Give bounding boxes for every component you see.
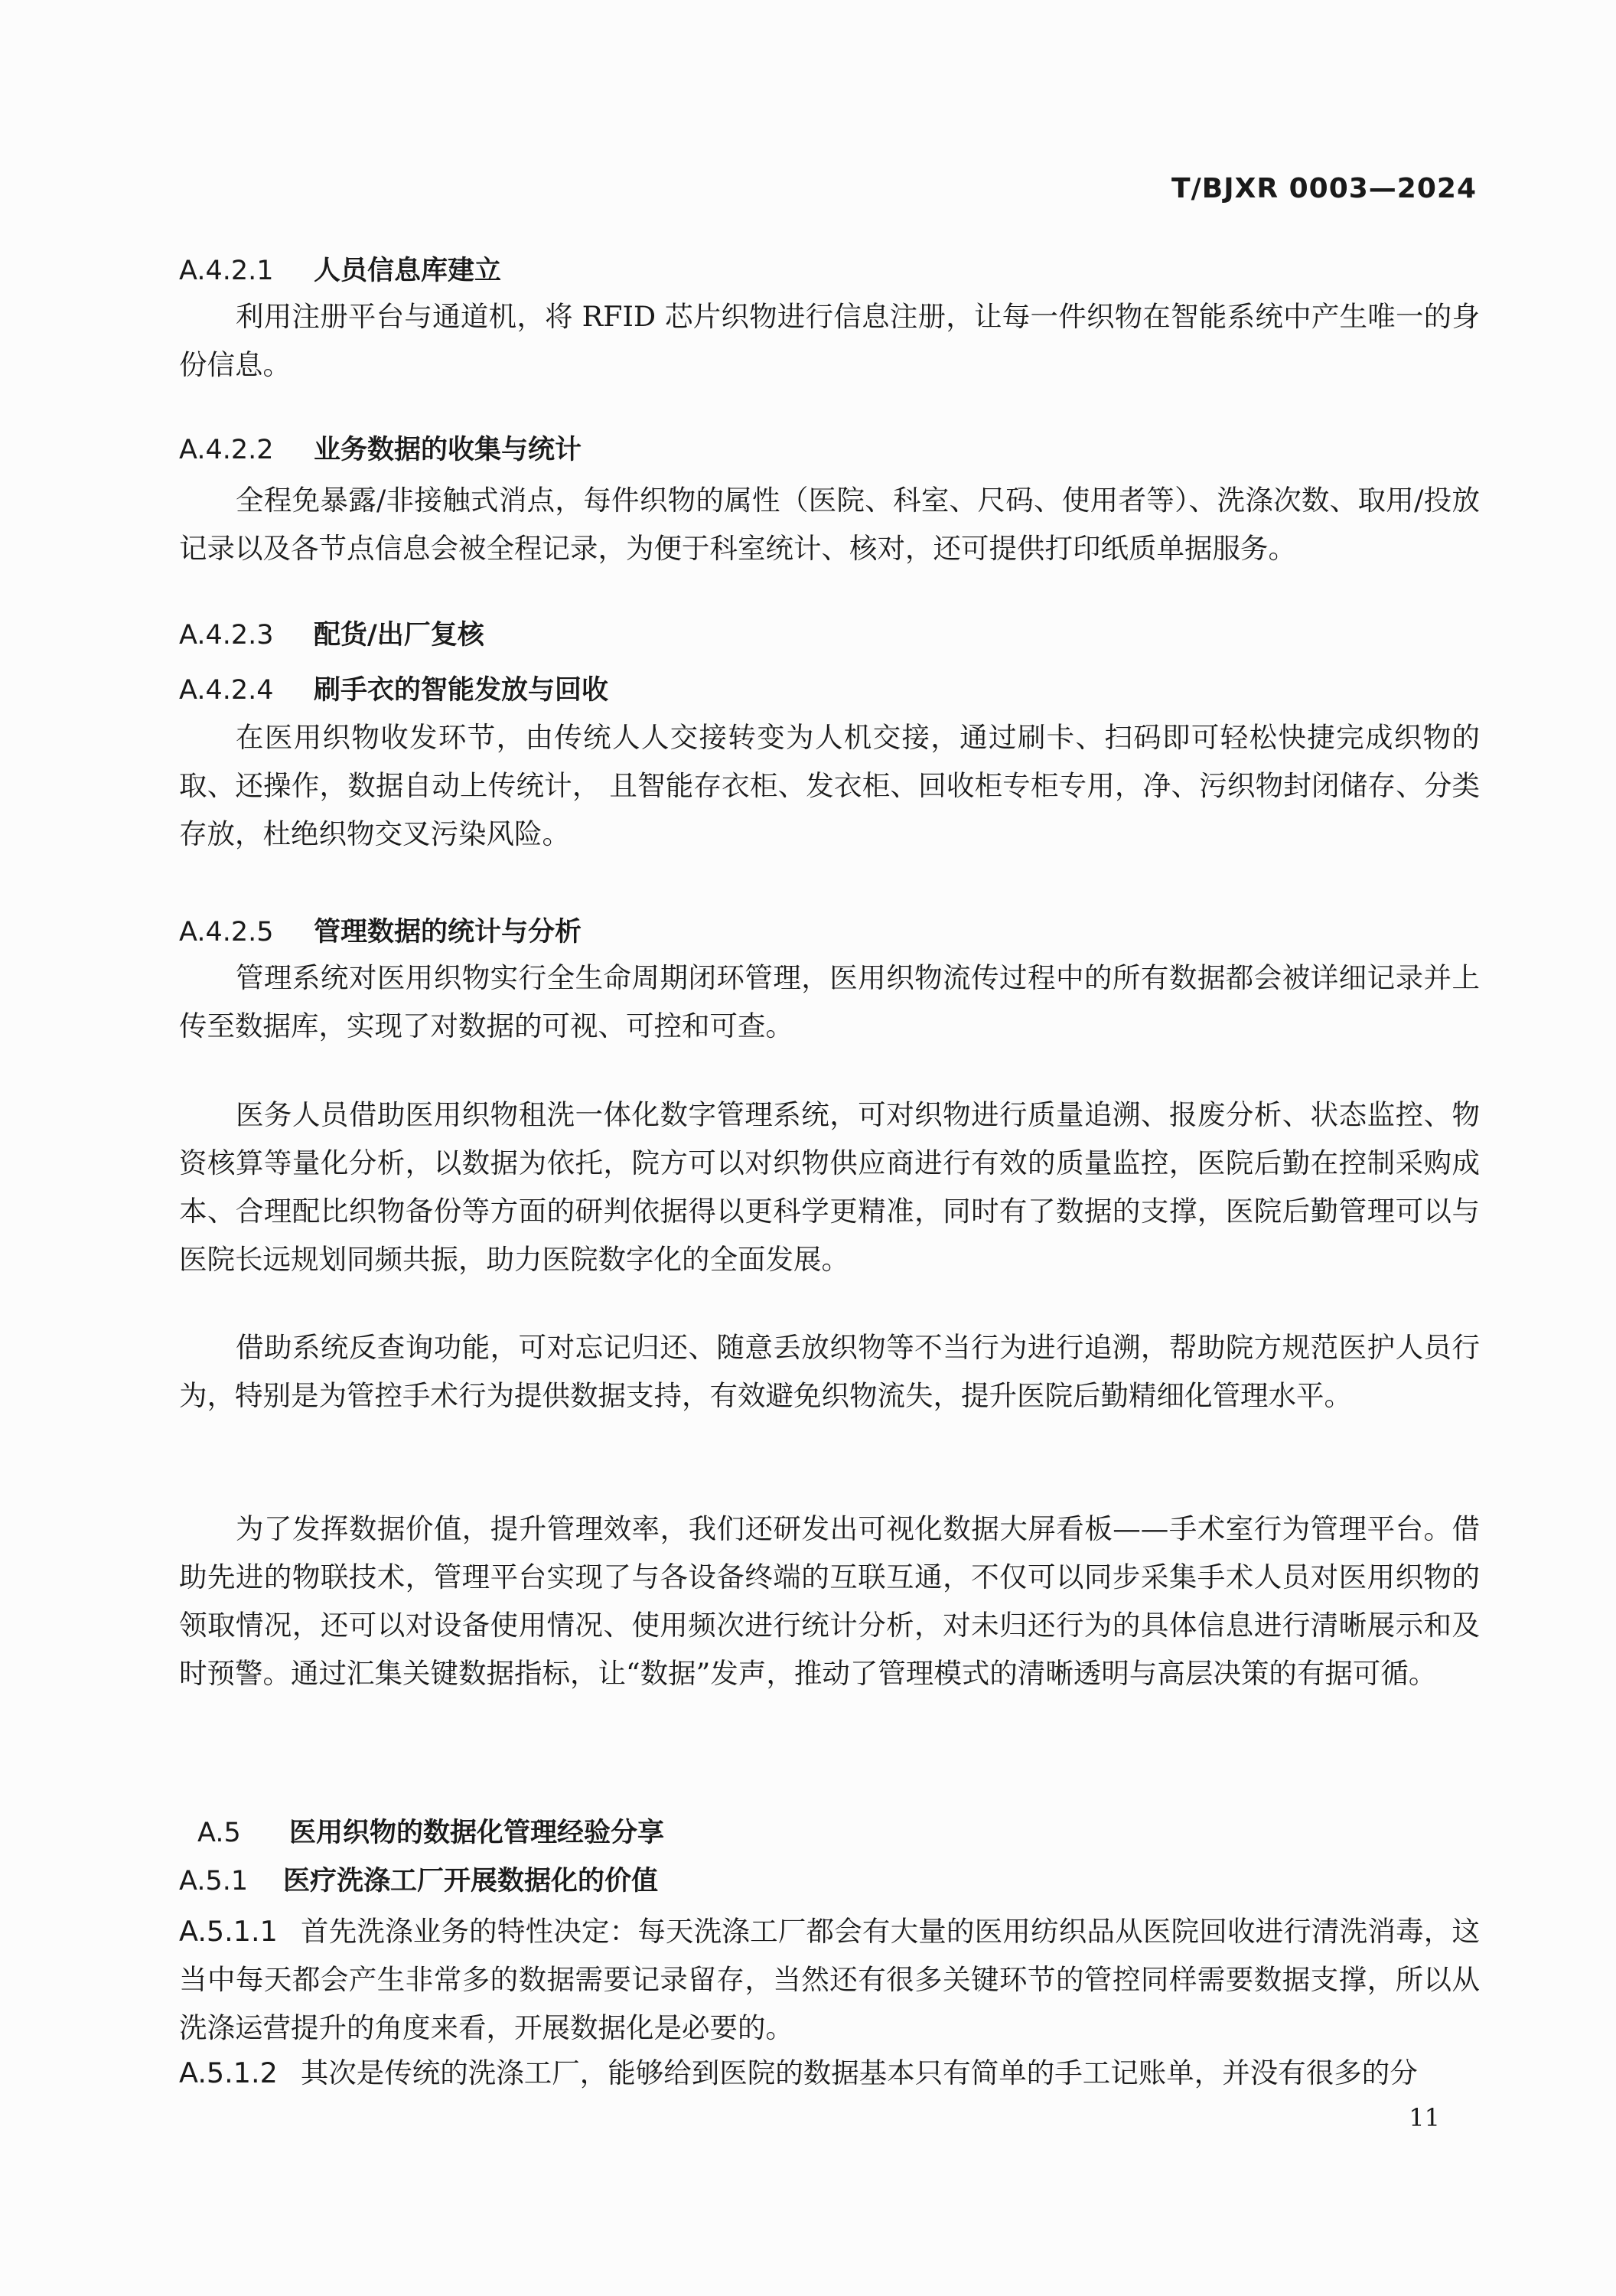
section-heading-a5 [197, 1812, 664, 1850]
section-heading-a424 [179, 669, 608, 707]
section-title: 医用织物的数据化管理经验分享 [289, 1818, 665, 1848]
section-title: 医疗洗涤工厂开展数据化的价值 [283, 1866, 659, 1896]
paragraph-a424: 在医用织物收发环节，由传统人人交接转变为人机交接，通过刷卡、扫码即可轻松快捷完成织物的取、还操作，数据自动上传统计， 且智能存衣柜、发衣柜、回收柜专柜专用，净、污织物封闭储存、分类存放，杜绝织物交叉污染风险。 [179, 721, 1480, 850]
section-number: A.4.2.2 [179, 435, 274, 465]
section-number: A.4.2.1 [179, 256, 274, 286]
section-number: A.4.2.3 [179, 620, 274, 651]
page-number: 11 [1409, 2103, 1440, 2132]
paragraph-a425-2: 医务人员借助医用织物租洗一体化数字管理系统，可对织物进行质量追溯、报废分析、状态监控、物资核算等量化分析，以数据为依托，院方可以对织物供应商进行有效的质量监控，医院后勤在控制采购成本、合理配比织物备份等方面的研判依据得以更科学更精准，同时有了数据的支撑，医院后勤管理可以与医院长远规划同频共振，助力医院数字化的全面发展。 [179, 1098, 1480, 1276]
section-title: 刷手衣的智能发放与回收 [314, 675, 609, 706]
section-heading-a423 [179, 614, 484, 652]
section-number: A.5 [197, 1818, 241, 1848]
section-title: 配货/出厂复核 [314, 620, 484, 651]
paragraph-a511 [179, 1907, 1480, 2052]
clause-number: A.5.1.1 [179, 1915, 278, 1948]
paragraph-a425-3: 借助系统反查询功能，可对忘记归还、随意丢放织物等不当行为进行追溯，帮助院方规范医护人员行为，特别是为管控手术行为提供数据支持，有效避免织物流失，提升医院后勤精细化管理水平。 [179, 1331, 1480, 1412]
paragraph-a425-4: 为了发挥数据价值，提升管理效率，我们还研发出可视化数据大屏看板——手术室行为管理平台。借助先进的物联技术，管理平台实现了与各设备终端的互联互通，不仅可以同步采集手术人员对医用织物的领取情况，还可以对设备使用情况、使用频次进行统计分析，对未归还行为的具体信息进行清晰展示和及时预警。通过汇集关键数据指标，让“数据”发声，推动了管理模式的清晰透明与高层决策的有据可循。 [179, 1512, 1480, 1690]
clause-text: 首先洗涤业务的特性决定：每天洗涤工厂都会有大量的医用纺织品从医院回收进行清洗消毒，这当中每天都会产生非常多的数据需要记录留存，当然还有很多关键环节的管控同样需要数据支撑，所以从洗涤运营提升的角度来看，开展数据化是必要的。 [179, 1915, 1480, 2044]
section-number: A.5.1 [179, 1866, 249, 1896]
section-heading-a51 [179, 1860, 658, 1898]
paragraph-a425-1: 管理系统对医用织物实行全生命周期闭环管理，医用织物流传过程中的所有数据都会被详细记录并上传至数据库，实现了对数据的可视、可控和可查。 [179, 961, 1480, 1042]
section-heading-a422 [179, 429, 582, 467]
section-heading-a421 [179, 249, 501, 288]
section-title: 人员信息库建立 [314, 256, 502, 286]
section-title: 管理数据的统计与分析 [314, 917, 582, 947]
paragraph-a512 [179, 2049, 1480, 2097]
section-number: A.4.2.5 [179, 917, 274, 947]
paragraph-a422: 全程免暴露/非接触式消点，每件织物的属性（医院、科室、尺码、使用者等）、洗涤次数、取用/投放记录以及各节点信息会被全程记录，为便于科室统计、核对，还可提供打印纸质单据服务。 [179, 484, 1480, 565]
paragraph-a421: 利用注册平台与通道机，将 RFID 芯片织物进行信息注册，让每一件织物在智能系统中产生唯一的身份信息。 [179, 300, 1480, 381]
section-title: 业务数据的收集与统计 [314, 435, 582, 465]
document-code: T/BJXR 0003—2024 [1171, 173, 1477, 204]
section-number: A.4.2.4 [179, 675, 274, 706]
clause-text: 其次是传统的洗涤工厂，能够给到医院的数据基本只有简单的手工记账单，并没有很多的分 [300, 2056, 1418, 2089]
clause-number: A.5.1.2 [179, 2056, 278, 2089]
section-heading-a425 [179, 911, 582, 949]
